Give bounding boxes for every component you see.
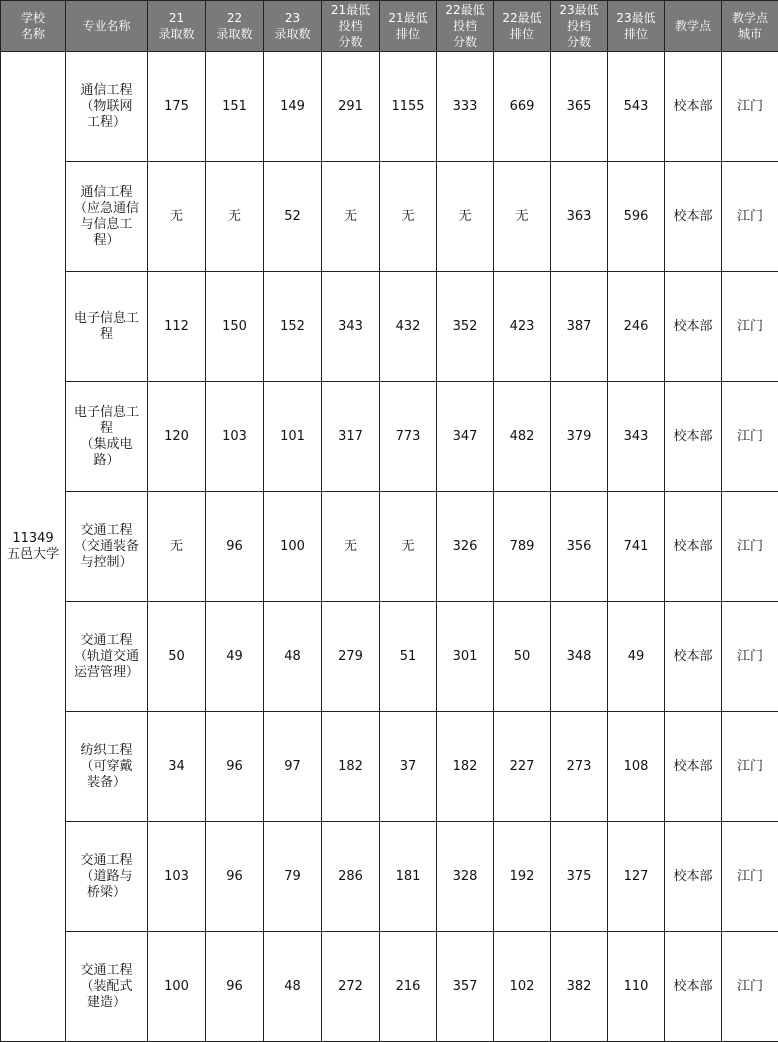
- table-cell: 348: [551, 602, 608, 712]
- table-cell: 100: [264, 492, 322, 602]
- table-cell: 246: [608, 272, 665, 382]
- table-cell: 432: [380, 272, 437, 382]
- column-header: 22最低 排位: [494, 1, 551, 52]
- table-cell: 127: [608, 822, 665, 932]
- table-cell: 357: [437, 932, 494, 1042]
- table-row: [1, 272, 778, 382]
- table-cell: 江门: [722, 712, 778, 822]
- column-header: 22最低 投档 分数: [437, 1, 494, 52]
- table-cell: 校本部: [665, 822, 722, 932]
- table-cell: 校本部: [665, 382, 722, 492]
- table-cell: 50: [148, 602, 206, 712]
- table-cell: 96: [206, 712, 264, 822]
- table-cell: 96: [206, 822, 264, 932]
- table-cell: 江门: [722, 822, 778, 932]
- table-cell: 96: [206, 492, 264, 602]
- table-cell: 校本部: [665, 52, 722, 162]
- major-name-cell: 纺织工程 （可穿戴 装备）: [66, 712, 148, 822]
- table-cell: 101: [264, 382, 322, 492]
- table-cell: 181: [380, 822, 437, 932]
- table-cell: 103: [148, 822, 206, 932]
- table-cell: 51: [380, 602, 437, 712]
- table-cell: 无: [148, 162, 206, 272]
- table-cell: 227: [494, 712, 551, 822]
- table-cell: 379: [551, 382, 608, 492]
- major-name-cell: 交通工程 （道路与 桥梁）: [66, 822, 148, 932]
- table-cell: 175: [148, 52, 206, 162]
- column-header: 21 录取数: [148, 1, 206, 52]
- table-row: [1, 52, 778, 162]
- table-cell: 校本部: [665, 272, 722, 382]
- table-row: [1, 492, 778, 602]
- column-header: 专业名称: [66, 1, 148, 52]
- table-cell: 273: [551, 712, 608, 822]
- table-cell: 校本部: [665, 492, 722, 602]
- column-header: 23最低 投档 分数: [551, 1, 608, 52]
- table-cell: 无: [380, 162, 437, 272]
- table-cell: 192: [494, 822, 551, 932]
- table-cell: 无: [322, 162, 380, 272]
- table-cell: 97: [264, 712, 322, 822]
- table-cell: 286: [322, 822, 380, 932]
- school-name-cell: 11349 五邑大学: [1, 52, 66, 1042]
- table-cell: 校本部: [665, 602, 722, 712]
- major-name-cell: 电子信息工 程 （集成电 路）: [66, 382, 148, 492]
- table-cell: 151: [206, 52, 264, 162]
- major-name-cell: 通信工程 （应急通信 与信息工 程）: [66, 162, 148, 272]
- column-header: 学校 名称: [1, 1, 66, 52]
- table-cell: 江门: [722, 52, 778, 162]
- major-name-cell: 通信工程 （物联网 工程）: [66, 52, 148, 162]
- table-cell: 江门: [722, 932, 778, 1042]
- table-cell: 482: [494, 382, 551, 492]
- table-row: [1, 932, 778, 1042]
- table-cell: 343: [322, 272, 380, 382]
- table-cell: 48: [264, 602, 322, 712]
- table-cell: 182: [322, 712, 380, 822]
- column-header: 21最低 投档 分数: [322, 1, 380, 52]
- table-cell: 789: [494, 492, 551, 602]
- table-cell: 48: [264, 932, 322, 1042]
- table-cell: 无: [437, 162, 494, 272]
- table-cell: 382: [551, 932, 608, 1042]
- table-cell: 100: [148, 932, 206, 1042]
- table-cell: 347: [437, 382, 494, 492]
- table-cell: 校本部: [665, 712, 722, 822]
- table-cell: 272: [322, 932, 380, 1042]
- table-cell: 543: [608, 52, 665, 162]
- table-cell: 352: [437, 272, 494, 382]
- table-cell: 326: [437, 492, 494, 602]
- table-cell: 182: [437, 712, 494, 822]
- table-cell: 1155: [380, 52, 437, 162]
- major-name-cell: 交通工程 （装配式 建造）: [66, 932, 148, 1042]
- table-cell: 103: [206, 382, 264, 492]
- table-cell: 无: [380, 492, 437, 602]
- major-name-cell: 电子信息工 程: [66, 272, 148, 382]
- table-row: [1, 712, 778, 822]
- table-cell: 112: [148, 272, 206, 382]
- major-name-cell: 交通工程 （交通装备 与控制）: [66, 492, 148, 602]
- table-cell: 120: [148, 382, 206, 492]
- table-cell: 343: [608, 382, 665, 492]
- table-cell: 363: [551, 162, 608, 272]
- table-cell: 52: [264, 162, 322, 272]
- table-cell: 34: [148, 712, 206, 822]
- table-cell: 校本部: [665, 162, 722, 272]
- table-cell: 102: [494, 932, 551, 1042]
- table-cell: 328: [437, 822, 494, 932]
- table-cell: 333: [437, 52, 494, 162]
- table-cell: 110: [608, 932, 665, 1042]
- table-cell: 无: [206, 162, 264, 272]
- table-cell: 216: [380, 932, 437, 1042]
- table-cell: 149: [264, 52, 322, 162]
- table-cell: 79: [264, 822, 322, 932]
- table-cell: 江门: [722, 272, 778, 382]
- column-header: 21最低 排位: [380, 1, 437, 52]
- table-header: [1, 1, 778, 52]
- table-cell: 423: [494, 272, 551, 382]
- major-name-cell: 交通工程 （轨道交通 运营管理）: [66, 602, 148, 712]
- table-cell: 365: [551, 52, 608, 162]
- table-cell: 301: [437, 602, 494, 712]
- table-cell: 596: [608, 162, 665, 272]
- table-cell: 108: [608, 712, 665, 822]
- column-header: 教学点: [665, 1, 722, 52]
- table-cell: 356: [551, 492, 608, 602]
- table-body: [1, 52, 778, 1042]
- column-header: 22 录取数: [206, 1, 264, 52]
- table-cell: 江门: [722, 162, 778, 272]
- table-cell: 江门: [722, 602, 778, 712]
- table-cell: 无: [148, 492, 206, 602]
- table-cell: 校本部: [665, 932, 722, 1042]
- table-cell: 773: [380, 382, 437, 492]
- table-row: [1, 602, 778, 712]
- table-cell: 387: [551, 272, 608, 382]
- table-cell: 150: [206, 272, 264, 382]
- table-cell: 96: [206, 932, 264, 1042]
- table-cell: 无: [322, 492, 380, 602]
- table-cell: 317: [322, 382, 380, 492]
- column-header: 教学点 城市: [722, 1, 778, 52]
- column-header: 23 录取数: [264, 1, 322, 52]
- table-cell: 江门: [722, 382, 778, 492]
- table-cell: 49: [206, 602, 264, 712]
- table-row: [1, 382, 778, 492]
- table-cell: 49: [608, 602, 665, 712]
- table-cell: 152: [264, 272, 322, 382]
- table-cell: 669: [494, 52, 551, 162]
- table-cell: 37: [380, 712, 437, 822]
- table-row: [1, 162, 778, 272]
- header-row: [1, 1, 778, 52]
- table-cell: 无: [494, 162, 551, 272]
- table-cell: 375: [551, 822, 608, 932]
- table-cell: 50: [494, 602, 551, 712]
- table-cell: 741: [608, 492, 665, 602]
- table-cell: 291: [322, 52, 380, 162]
- table-cell: 279: [322, 602, 380, 712]
- table-row: [1, 822, 778, 932]
- column-header: 23最低 排位: [608, 1, 665, 52]
- table-cell: 江门: [722, 492, 778, 602]
